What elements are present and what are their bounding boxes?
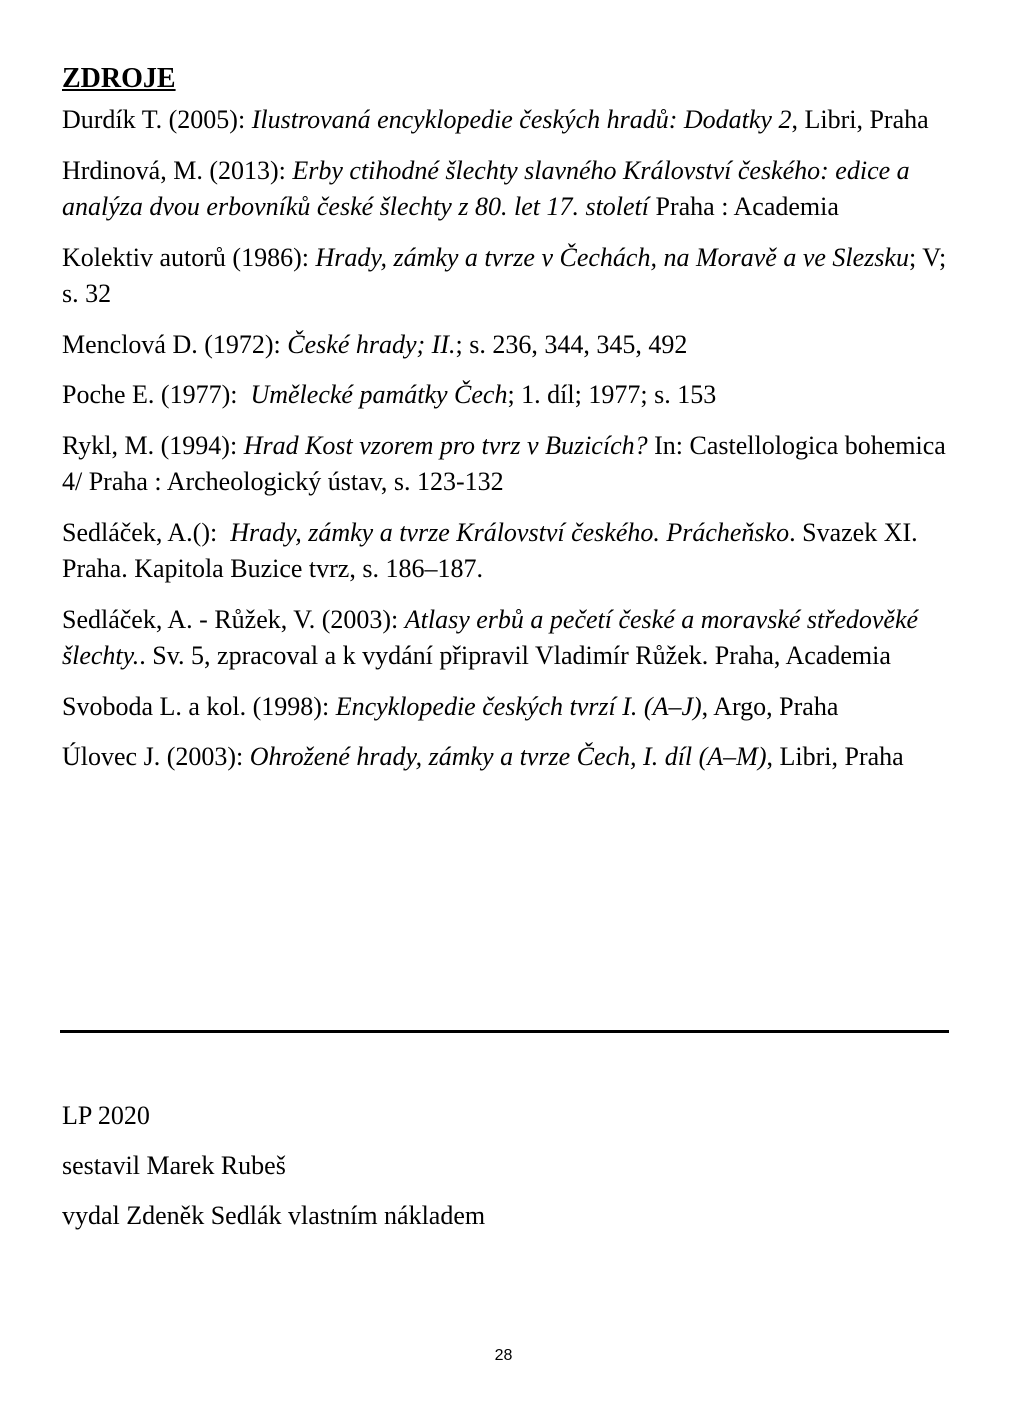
colophon-publisher: vydal Zdeněk Sedlák vlastním nákladem <box>62 1201 486 1230</box>
reference-item <box>62 515 952 588</box>
reference-details: Praha : Academia <box>649 192 839 221</box>
reference-item <box>62 739 952 776</box>
reference-item <box>62 240 952 313</box>
reference-title: Hrad Kost vzorem pro tvrz v Buzicích? <box>243 430 648 460</box>
colophon-compiler: sestavil Marek Rubeš <box>62 1151 286 1180</box>
reference-author: Sedláček, A.(): <box>62 517 231 547</box>
reference-title: Erby ctihodné šlechty slavného Království českého: edice a analýza dvou erbovníků české šlechty z 80. let 17. století <box>62 155 910 221</box>
reference-item <box>62 377 952 414</box>
reference-item <box>62 327 952 364</box>
reference-title: Hrady, zámky a tvrze v Čechách, na Moravě a ve Slezsku <box>315 242 909 272</box>
reference-author: Durdík T. (2005): <box>62 105 252 134</box>
reference-item <box>62 428 952 501</box>
reference-title: České hrady; II. <box>287 329 456 359</box>
reference-item <box>62 153 952 226</box>
page-number: 28 <box>494 1347 513 1364</box>
reference-details: . Svazek XI. Praha. Kapitola Buzice tvrz, s. 186–187. <box>62 517 918 583</box>
section-heading: ZDROJE <box>62 63 176 94</box>
reference-details: . Sv. 5, zpracoval a k vydání připravil Vladimír Růžek. Praha, Academia <box>139 641 891 670</box>
reference-item <box>62 689 952 726</box>
reference-author: Menclová D. (1972): <box>62 329 288 359</box>
reference-author: Kolektiv autorů (1986): <box>62 242 316 272</box>
reference-details: ; 1. díl; 1977; s. 153 <box>507 380 717 409</box>
reference-details: ; V; s. 32 <box>62 242 947 308</box>
reference-author: Svoboda L. a kol. (1998): <box>62 691 336 721</box>
reference-details: , Libri, Praha <box>791 105 929 134</box>
reference-item <box>62 102 952 139</box>
reference-title: Hrady, zámky a tvrze Království českého. Prácheňsko <box>230 517 790 547</box>
reference-author: Sedláček, A. - Růžek, V. (2003): <box>62 604 405 634</box>
reference-title: Umělecké památky Čech <box>250 380 508 409</box>
reference-author: Hrdinová, M. (2013): <box>62 155 293 185</box>
reference-details: , Argo, Praha <box>701 691 839 721</box>
reference-author: Rykl, M. (1994): <box>62 430 244 460</box>
reference-details: ; s. 236, 344, 345, 492 <box>455 329 688 359</box>
reference-item <box>62 602 952 675</box>
reference-title: Ilustrovaná encyklopedie českých hradů: Dodatky 2 <box>251 105 792 134</box>
colophon-year: LP 2020 <box>62 1101 150 1130</box>
reference-title: Ohrožené hrady, zámky a tvrze Čech, I. díl (A–M) <box>249 742 767 771</box>
reference-details: , Libri, Praha <box>766 742 904 771</box>
reference-title: Encyklopedie českých tvrzí I. (A–J) <box>335 691 702 721</box>
reference-list <box>62 102 952 776</box>
horizontal-divider <box>60 1030 949 1033</box>
sources-section <box>62 60 952 790</box>
reference-author: Úlovec J. (2003): <box>62 742 250 771</box>
reference-details: In: Castellologica bohemica 4/ Praha : Archeologický ústav, s. 123-132 <box>62 430 946 496</box>
reference-author: Poche E. (1977): <box>62 380 251 409</box>
reference-title: Atlasy erbů a pečetí české a moravské středověké šlechty. <box>62 604 919 670</box>
colophon <box>62 1098 952 1248</box>
